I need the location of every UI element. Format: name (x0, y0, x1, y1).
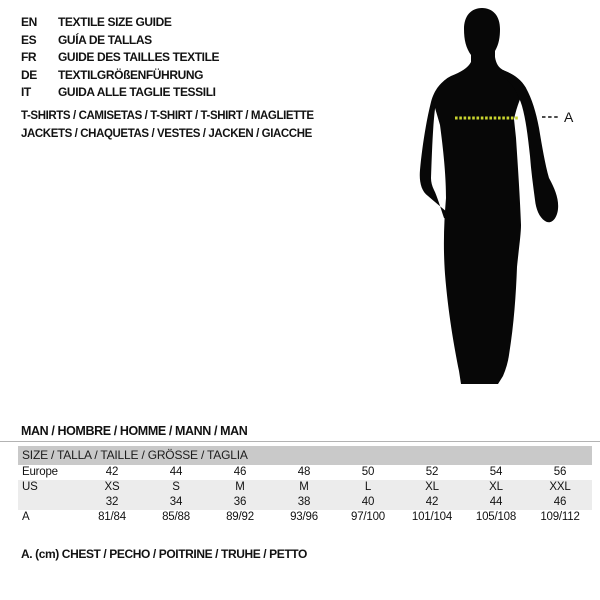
lang-row-it (21, 84, 219, 102)
size-cell: 44 (489, 496, 503, 508)
lang-row-en (21, 14, 219, 32)
size-cell: 97/100 (351, 511, 385, 523)
size-cell: 54 (489, 466, 503, 478)
size-cell: L (364, 481, 372, 493)
size-cell: 56 (553, 466, 567, 478)
size-table (18, 446, 592, 525)
size-cell: XXL (549, 481, 571, 493)
size-cell: 36 (233, 496, 247, 508)
section-title-man: MAN / HOMBRE / HOMME / MANN / MAN (21, 424, 248, 438)
size-cell: 52 (425, 466, 439, 478)
size-cell: M (299, 481, 309, 493)
horizontal-divider (0, 441, 600, 442)
size-cell: 42 (105, 466, 119, 478)
size-cell: 89/92 (226, 511, 254, 523)
size-cell: 85/88 (162, 511, 190, 523)
man-silhouette-figure (400, 0, 600, 400)
measure-label: A (564, 109, 574, 125)
size-cell: 48 (297, 466, 311, 478)
lang-code: DE (21, 67, 37, 82)
lang-label: TEXTILGRÖßENFÜHRUNG (58, 67, 204, 82)
lang-row-de (21, 67, 219, 85)
size-cell: 50 (361, 466, 375, 478)
size-cell: 93/96 (290, 511, 318, 523)
lang-label: GUÍA DE TALLAS (58, 32, 152, 47)
row-label: A (22, 511, 30, 523)
lang-label: GUIDA ALLE TAGLIE TESSILI (58, 85, 216, 100)
size-table-header: SIZE / TALLA / TAILLE / GRÖSSE / TAGLIA (18, 446, 592, 465)
lang-label: GUIDE DES TAILLES TEXTILE (58, 50, 220, 65)
language-list (21, 14, 219, 102)
size-cell: 101/104 (411, 511, 453, 523)
size-row-chest-a (18, 510, 592, 525)
category-line-tshirts: T-SHIRTS / CAMISETAS / T-SHIRT / T-SHIRT / MAGLIETTE (21, 110, 314, 122)
size-row-europe (18, 465, 592, 480)
size-cell: 109/112 (540, 511, 580, 523)
row-label: Europe (22, 466, 58, 478)
size-cell: 81/84 (98, 511, 126, 523)
size-cell: XL (425, 481, 439, 493)
lang-code: IT (21, 85, 31, 100)
size-cell: 38 (297, 496, 311, 508)
row-label (18, 495, 80, 510)
silhouette-body (433, 8, 526, 384)
size-cell: XS (104, 481, 120, 493)
size-cell: 40 (361, 496, 375, 508)
size-cell: 32 (105, 496, 119, 508)
size-cell: 42 (425, 496, 439, 508)
category-headings (21, 108, 314, 143)
lang-label: TEXTILE SIZE GUIDE (58, 15, 172, 29)
lang-code: FR (21, 50, 37, 65)
size-cell: 44 (169, 466, 183, 478)
size-cell: 46 (553, 496, 567, 508)
size-cell: XL (489, 481, 503, 493)
size-row-us-numeric (18, 495, 592, 510)
category-line-jackets: JACKETS / CHAQUETAS / VESTES / JACKEN / GIACCHE (21, 127, 312, 140)
size-cell: S (172, 481, 180, 493)
row-label: US (22, 481, 38, 493)
lang-row-es (21, 32, 219, 50)
size-cell: M (235, 481, 245, 493)
size-row-us (18, 480, 592, 495)
lang-code: EN (21, 15, 37, 29)
lang-row-fr (21, 49, 219, 67)
size-cell: 105/108 (475, 511, 517, 523)
lang-code: ES (21, 32, 37, 47)
size-cell: 34 (169, 496, 183, 508)
measure-footnote: A. (cm) CHEST / PECHO / POITRINE / TRUHE / PETTO (21, 547, 307, 561)
size-cell: 46 (233, 466, 247, 478)
